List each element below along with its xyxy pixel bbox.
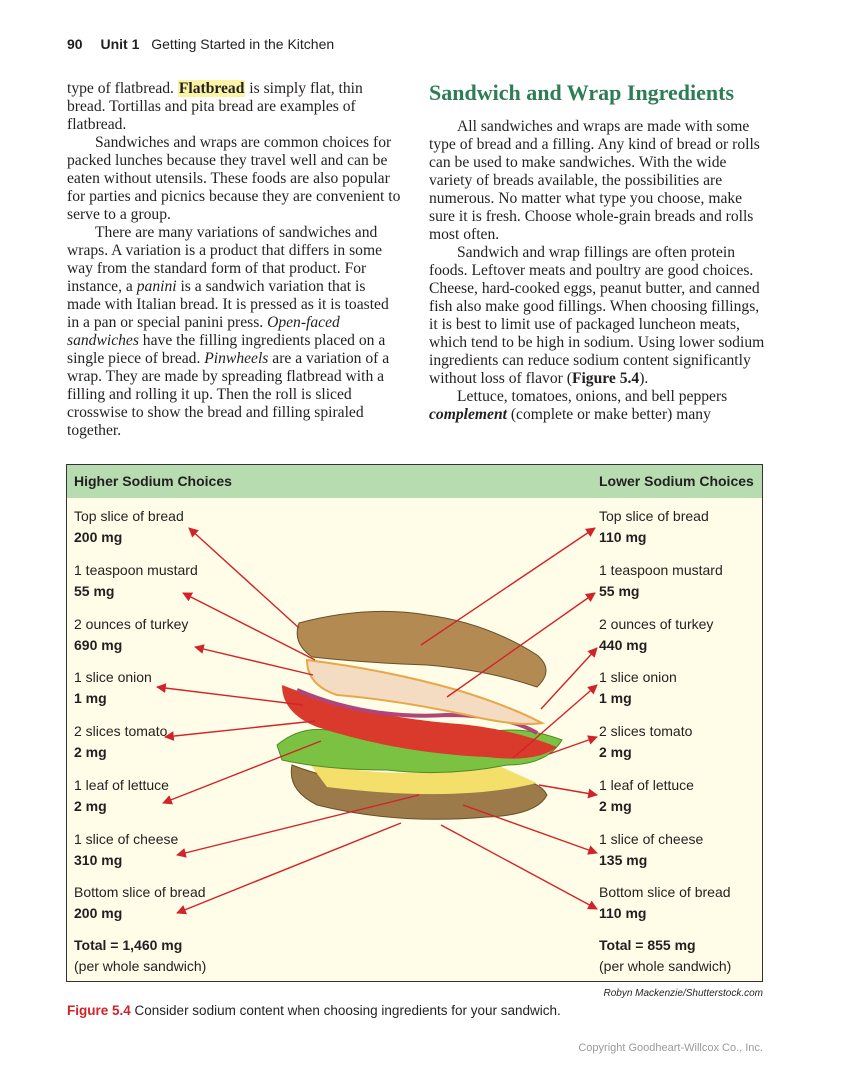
- arrow-right-top-bread: [421, 528, 595, 645]
- higher-total: Total = 1,460 mg (per whole sandwich): [74, 937, 207, 974]
- right-paragraph-1: All sandwiches and wraps are made with some type of bread and a filling. Any kind of bread or rolls can be used to make sandwiches. With the wide variety of breads available, the possibilities are numerous. No matter what type you choose, make sure it is fresh. Choose whole-grain breads and rolls most often.: [429, 118, 760, 243]
- photo-credit: Robyn Mackenzie/Shutterstock.com: [603, 988, 763, 999]
- lower-item-lettuce: 1 leaf of lettuce 2 mg: [599, 777, 694, 814]
- higher-item-turkey: 2 ounces of turkey 690 mg: [74, 616, 189, 653]
- higher-item-mustard: 1 teaspoon mustard 55 mg: [74, 562, 198, 599]
- arrow-left-turkey: [195, 647, 313, 675]
- arrow-left-bottom-bread: [177, 823, 401, 913]
- higher-sodium-header: Higher Sodium Choices: [74, 473, 232, 489]
- figure-caption: Figure 5.4 Consider sodium content when choosing ingredients for your sandwich.: [67, 1003, 561, 1018]
- lower-item-turkey: 2 ounces of turkey 440 mg: [599, 616, 714, 653]
- arrow-left-top-bread: [189, 528, 299, 628]
- arrow-right-bottom-bread: [441, 825, 597, 909]
- flatbread-term: Flatbread: [178, 80, 245, 97]
- lower-item-mustard: 1 teaspoon mustard 55 mg: [599, 562, 723, 599]
- unit-label: Unit 1: [100, 36, 140, 52]
- chapter-title: Getting Started in the Kitchen: [151, 36, 335, 52]
- page-number: 90: [67, 36, 83, 52]
- arrow-right-turkey: [541, 648, 597, 709]
- left-column: [67, 80, 402, 440]
- lower-item-onion: 1 slice onion 1 mg: [599, 669, 677, 706]
- higher-item-tomato: 2 slices tomato 2 mg: [74, 723, 168, 760]
- right-paragraph-3: Lettuce, tomatoes, onions, and bell peppers complement (complete or make better) many: [429, 388, 728, 423]
- left-paragraph-2: Sandwiches and wraps are common choices for packed lunches because they travel well and can be eaten without utensils. These foods are also popular for parties and picnics because they are convenient to serve to a group.: [67, 134, 401, 223]
- right-paragraph-2: Sandwich and wrap fillings are often protein foods. Leftover meats and poultry are good choices. Cheese, hard-cooked eggs, peanut butter, and canned fish also make good fillings. When choosing fillings, it is best to limit use of packaged luncheon meats, which tend to be high in sodium. Using lower sodium ingredients can reduce sodium content significantly without loss of flavor (Figure 5.4).: [429, 244, 765, 387]
- lower-item-top-bread: Top slice of bread 110 mg: [599, 508, 709, 545]
- left-paragraph-3: There are many variations of sandwiches and wraps. A variation is a product that differs in some way from the standard form of that product. For instance, a panini is a sandwich variation that is made with Italian bread. It is pressed as it is toasted in a pan or special panini press. Open-faced sandwiches have the filling ingredients placed on a single piece of bread. Pinwheels are a variation of a wrap. They are made by spreading flatbread with a filling and rolling it up. Then the roll is sliced crosswise to show the bread and filling spiraled together.: [67, 224, 390, 439]
- lower-item-cheese: 1 slice of cheese 135 mg: [599, 831, 704, 868]
- sodium-figure: [66, 464, 763, 982]
- figure-caption-label: Figure 5.4: [67, 1003, 131, 1018]
- higher-item-top-bread: Top slice of bread 200 mg: [74, 508, 184, 545]
- arrow-left-cheese: [177, 795, 419, 855]
- running-header: [67, 36, 334, 52]
- higher-item-lettuce: 1 leaf of lettuce 2 mg: [74, 777, 169, 814]
- copyright-notice: Copyright Goodheart-Willcox Co., Inc.: [578, 1042, 763, 1054]
- lower-item-bottom-bread: Bottom slice of bread 110 mg: [599, 884, 731, 921]
- lower-sodium-header: Lower Sodium Choices: [599, 473, 754, 489]
- arrow-left-onion: [157, 687, 303, 705]
- higher-item-onion: 1 slice onion 1 mg: [74, 669, 152, 706]
- higher-item-bottom-bread: Bottom slice of bread 200 mg: [74, 884, 206, 921]
- arrow-left-mustard: [183, 593, 315, 660]
- lower-item-tomato: 2 slices tomato 2 mg: [599, 723, 693, 760]
- figure-reference: Figure 5.4: [571, 370, 640, 387]
- left-paragraph-1: type of flatbread. Flatbread is simply flat, thin bread. Tortillas and pita bread are examples of flatbread.: [67, 80, 363, 133]
- complement-term: complement: [429, 406, 507, 423]
- higher-item-cheese: 1 slice of cheese 310 mg: [74, 831, 179, 868]
- section-title: Sandwich and Wrap Ingredients: [429, 80, 735, 105]
- arrow-right-cheese: [463, 805, 597, 853]
- right-column: [429, 80, 766, 424]
- arrow-right-lettuce: [539, 785, 597, 795]
- lower-total: Total = 855 mg (per whole sandwich): [599, 937, 732, 974]
